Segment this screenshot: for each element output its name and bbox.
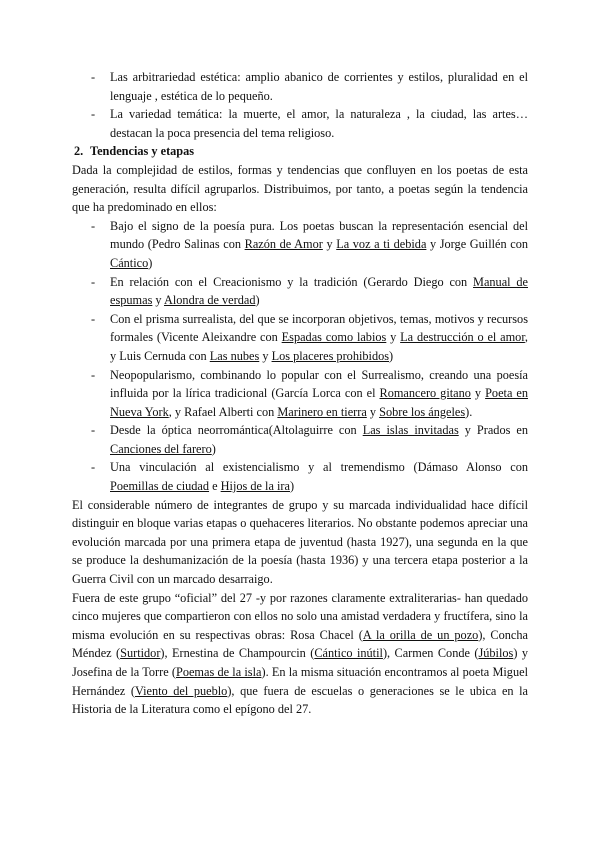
book-title: Surtidor [120, 646, 161, 661]
book-title: La voz a ti debida [336, 237, 427, 252]
list-item-text: Las arbitrariedad estética: amplio abanico de corrientes y estilos, pluralidad en el lenguaje , estética de lo pequeño. [110, 70, 528, 103]
paragraph-text: ) y Josefina de la Torre ( [72, 646, 528, 679]
section-heading [72, 142, 528, 161]
book-title: La destrucción o el amor [400, 330, 525, 345]
item-text: ). [465, 404, 473, 419]
list-dash: - [91, 367, 96, 382]
paragraph-text: ), Ernestina de Champourcin ( [160, 646, 315, 661]
item-text: , y Luis Cernuda con [110, 330, 528, 363]
list-item [91, 458, 528, 495]
item-text: ) [255, 293, 260, 308]
section-number: 2. [74, 144, 84, 159]
book-title: Las islas invitadas [362, 423, 459, 438]
intro-paragraph: Dada la complejidad de estilos, formas y tendencias que confluyen en los poetas de esta generación, resulta difícil agruparlos. Distribuimos, por tanto, a poetas según la tendencia que ha predominado en ellos: [72, 162, 528, 215]
book-title: Las nubes [209, 348, 260, 363]
book-title: Espadas como labios [281, 330, 387, 345]
list-item-text: La variedad temática: la muerte, el amor, la naturaleza , la ciudad, las artes… destacan la poca presencia del tema religioso. [110, 107, 528, 140]
paragraph-text: ), Carmen Conde ( [382, 646, 479, 661]
item-text: y [152, 293, 164, 308]
book-title: Poeta en Nueva York [110, 386, 529, 419]
item-text: y Prados en [458, 423, 529, 438]
book-title: Poemillas de ciudad [110, 479, 210, 494]
item-text: , y Rafael Alberti con [168, 404, 278, 419]
item-text: Desde la óptica neorromántica(Altolaguirre con [110, 423, 363, 438]
list-item [91, 105, 528, 142]
paragraph-text: ), Concha Méndez ( [72, 627, 528, 661]
item-text: y Jorge Guillén con [426, 237, 529, 252]
book-title: Sobre los ángeles [379, 404, 466, 419]
item-text: ) [389, 348, 394, 363]
item-text: En relación con el Creacionismo y la tradición (Gerardo Diego con [110, 274, 474, 289]
item-text: ) [211, 441, 216, 456]
list-item [91, 310, 528, 366]
item-text: ) [289, 479, 295, 494]
list-item [91, 366, 528, 422]
list-item [91, 68, 528, 105]
list-dash: - [91, 460, 96, 475]
section-title: Tendencias y etapas [90, 144, 195, 159]
paragraph-text: ). En la misma situación encontramos al poeta Miguel Hernández ( [72, 665, 528, 698]
list-dash: - [91, 423, 96, 438]
list-dash: - [91, 107, 96, 122]
book-title: Alondra de verdad [163, 293, 256, 308]
list-dash: - [91, 70, 96, 84]
women-poets-paragraph [72, 589, 528, 719]
book-title: Cántico inútil [314, 646, 383, 661]
tendencies-list [72, 217, 528, 496]
item-text: Neopopularismo, combinando lo popular con el Surrealismo, creando una poesía influida por la lírica tradicional (García Lorca con el [110, 367, 528, 401]
book-title: Viento del pueblo [134, 683, 228, 698]
list-dash: - [91, 311, 96, 326]
list-item [91, 273, 528, 310]
aesthetic-features-list [72, 68, 528, 142]
item-text: y [470, 386, 486, 401]
book-title: Hijos de la ira [220, 479, 290, 494]
book-title: Marinero en tierra [277, 404, 367, 419]
book-title: Romancero gitano [379, 386, 471, 401]
book-title: Júbilos [478, 646, 514, 661]
list-item [91, 421, 528, 458]
book-title: Canciones del farero [110, 441, 212, 456]
item-text: y [386, 330, 401, 345]
book-title: Poemas de la isla [175, 665, 262, 679]
paragraph-text: Fuera de este grupo “oficial” del 27 -y por razones claramente extraliterarias- han quedado cinco mujeres que compartieron con ellos no solo una amistad verdadera y fructífera, sino la misma evolución en su respectivas obras: Rosa Chacel ( [72, 590, 528, 642]
paragraph-text: ), que fuera de escuelas o generaciones se le ubica en la Historia de la Literatura como el epígono del 27. [72, 683, 529, 717]
item-text: Bajo el signo de la poesía pura. Los poetas buscan la representación esencial del mundo (Pedro Salinas con [110, 218, 528, 252]
book-title: Cántico [110, 255, 149, 270]
list-item [91, 217, 528, 273]
item-text: Una vinculación al existencialismo y al tremendismo (Dámaso Alonso con [110, 460, 528, 475]
book-title: A la orilla de un pozo [362, 627, 479, 642]
book-title: Los placeres prohibidos [271, 348, 390, 363]
list-dash: - [91, 218, 96, 233]
item-text: y [366, 404, 380, 419]
item-text: ) [148, 255, 153, 270]
book-title: Razón de Amor [244, 237, 323, 252]
book-title: Manual de espumas [110, 274, 528, 308]
item-text: y [322, 237, 337, 252]
item-text: y [259, 348, 272, 363]
document-content [72, 68, 528, 719]
item-text: e [209, 479, 221, 494]
stages-paragraph: El considerable número de integrantes de grupo y su marcada individualidad hace difícil distinguir en bloque varias etapas o quehaceres literarios. No obstante podemos apreciar una evolución marcada por una primera etapa de juventud (hasta 1927), una segunda en la que se produce la deshumanización de la poesía (hasta 1936) y una tercera etapa posterior a la Guerra Civil con un marcado desarraigo. [72, 497, 528, 587]
item-text: Con el prisma surrealista, del que se incorporan objetivos, temas, motivos y recursos formales (Vicente Aleixandre con [110, 311, 528, 345]
list-dash: - [91, 274, 96, 289]
